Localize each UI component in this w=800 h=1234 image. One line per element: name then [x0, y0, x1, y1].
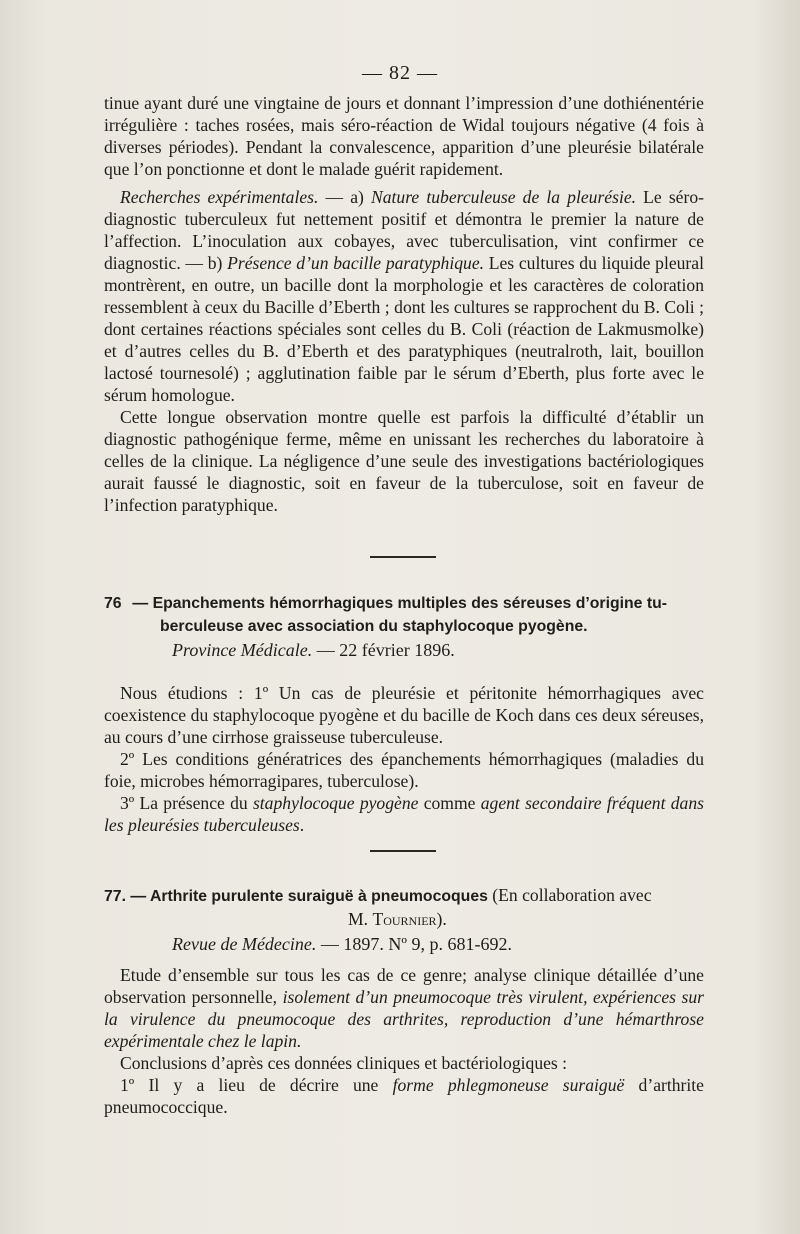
section-77-p3-part-3: d’arthrite pneumococcique. — [104, 1075, 704, 1117]
section-76-title-line-1: — Epanchements hémorrhagiques multiples des séreuses d’origine tu- — [132, 595, 667, 612]
section-77-p1-part-2: isolement d’un pneumocoque très virulent, expériences sur la virulence du pneumocoque des arthrites, reproduction d’une hémarthrose expérimentale chez le lapin. — [104, 987, 704, 1051]
part-a-label: — a) — [325, 187, 372, 207]
section-77-paragraph-2: Conclusions d’après ces données cliniques et bactériologiques : — [120, 1053, 568, 1073]
section-77-coauthor-prefix: M. — [348, 909, 373, 929]
section-77-title-rest: (En collaboration avec — [487, 885, 652, 905]
section-77-paragraph-1 — [104, 964, 704, 1052]
section-divider-1 — [370, 556, 436, 558]
intro-paragraph-2 — [104, 186, 704, 406]
section-77-coauthor-suffix: ). — [436, 909, 447, 929]
experimental-research-title: Recherches expérimentales. — [120, 187, 319, 207]
section-76-p3-part-5: . — [299, 815, 305, 835]
section-76-p3-part-4: agent secondaire fréquent dans les pleurésies tuberculeuses — [104, 793, 704, 835]
part-a-title: Nature tuberculeuse de la pleurésie. — [371, 187, 637, 207]
part-b-title: Présence d’un bacille paratyphique. — [227, 253, 485, 273]
section-76-p3-part-1: 3º La présence du — [120, 793, 253, 813]
section-77-coauthor: Tournier — [372, 909, 437, 929]
section-76-paragraph-3 — [104, 792, 704, 836]
intro-section — [104, 92, 704, 516]
section-77-p3-part-1: 1º Il y a lieu de décrire une — [120, 1075, 393, 1095]
section-76-p3-part-2: staphylocoque pyogène — [252, 793, 419, 813]
section-77-paragraph-3 — [104, 1074, 704, 1118]
section-77-body — [104, 964, 704, 1118]
section-77-p3-part-2: forme phlegmoneuse suraiguë — [392, 1075, 625, 1095]
section-divider-2 — [370, 850, 436, 852]
part-a-text: Le séro-diagnostic tuberculeux fut nettement positif et démontra le premier la nature de l’affection. L’inoculation aux cobayes, avec tuberculisation, vint confirmer ce diagnostic. — b) — [104, 187, 704, 273]
section-76-body — [104, 682, 704, 836]
section-77-number: 77. — [104, 888, 126, 905]
section-76-source — [172, 640, 455, 661]
section-76-number: 76 — [104, 595, 122, 612]
section-76-p3-part-3: comme — [418, 793, 481, 813]
section-76-title-line-2: berculeuse avec association du staphylocoque pyogène. — [160, 618, 588, 635]
section-77-heading — [104, 884, 704, 931]
section-77-date: — 1897. Nº 9, p. 681-692. — [316, 934, 512, 954]
section-77-journal: Revue de Médecine. — [172, 934, 317, 954]
section-77-title: — Arthrite purulente suraiguë à pneumocoques — [125, 888, 488, 905]
section-77-p1-part-1: Etude d’ensemble sur tous les cas de ce genre; analyse clinique détaillée d’une observation personnelle, — [104, 965, 704, 1007]
section-76-date: — 22 février 1896. — [312, 640, 455, 660]
page-number: — 82 — — [362, 62, 438, 84]
section-77-coauthor-line — [104, 908, 704, 931]
intro-paragraph-3: Cette longue observation montre quelle est parfois la difficulté d’établir un diagnostic pathogénique ferme, même en unissant les recherches du laboratoire à celles de la clinique. La négligence d’une seule des investigations bactériologiques aurait faussé le diagnostic, soit en faveur de la tuberculose, soit en faveur de l’infection paratyphique. — [104, 407, 704, 515]
part-b-text: Les cultures du liquide pleural montrèrent, en outre, un bacille dont la morphologie et les caractères de coloration ressemblent à ceux du Bacille d’Eberth ; dont les cultures se rapprochent du B. Coli ; dont certaines réactions spéciales sont celles du B. Coli (réaction de Lakmusmolke) et d’autres celles du B. d’Eberth et des paratyphiques (neutralroth, lait, bouillon lactosé tournesolé) ; agglutination faible par le sérum d’Eberth, plus forte avec le sérum homologue. — [104, 253, 704, 405]
intro-paragraph-1: tinue ayant duré une vingtaine de jours et donnant l’impression d’une dothiénentérie irrégulière : taches rosées, mais séro-réaction de Widal toujours négative (4 fois à diverses périodes). Pendant la convalescence, apparition d’une pleurésie bilatérale que l’on ponctionne et dont le malade guérit rapidement. — [104, 93, 704, 179]
section-76-heading — [104, 592, 704, 638]
section-76-paragraph-2: 2º Les conditions génératrices des épanchements hémorrhagiques (maladies du foie, microbes hémorragipares, tuberculose). — [104, 749, 704, 791]
section-77-source — [172, 934, 512, 955]
section-76-journal: Province Médicale. — [172, 640, 313, 660]
section-76-paragraph-1: Nous étudions : 1º Un cas de pleurésie et péritonite hémorrhagiques avec coexistence du staphylocoque pyogène et du bacille de Koch dans ces deux séreuses, au cours d’une cirrhose graisseuse tuberculeuse. — [104, 683, 704, 747]
